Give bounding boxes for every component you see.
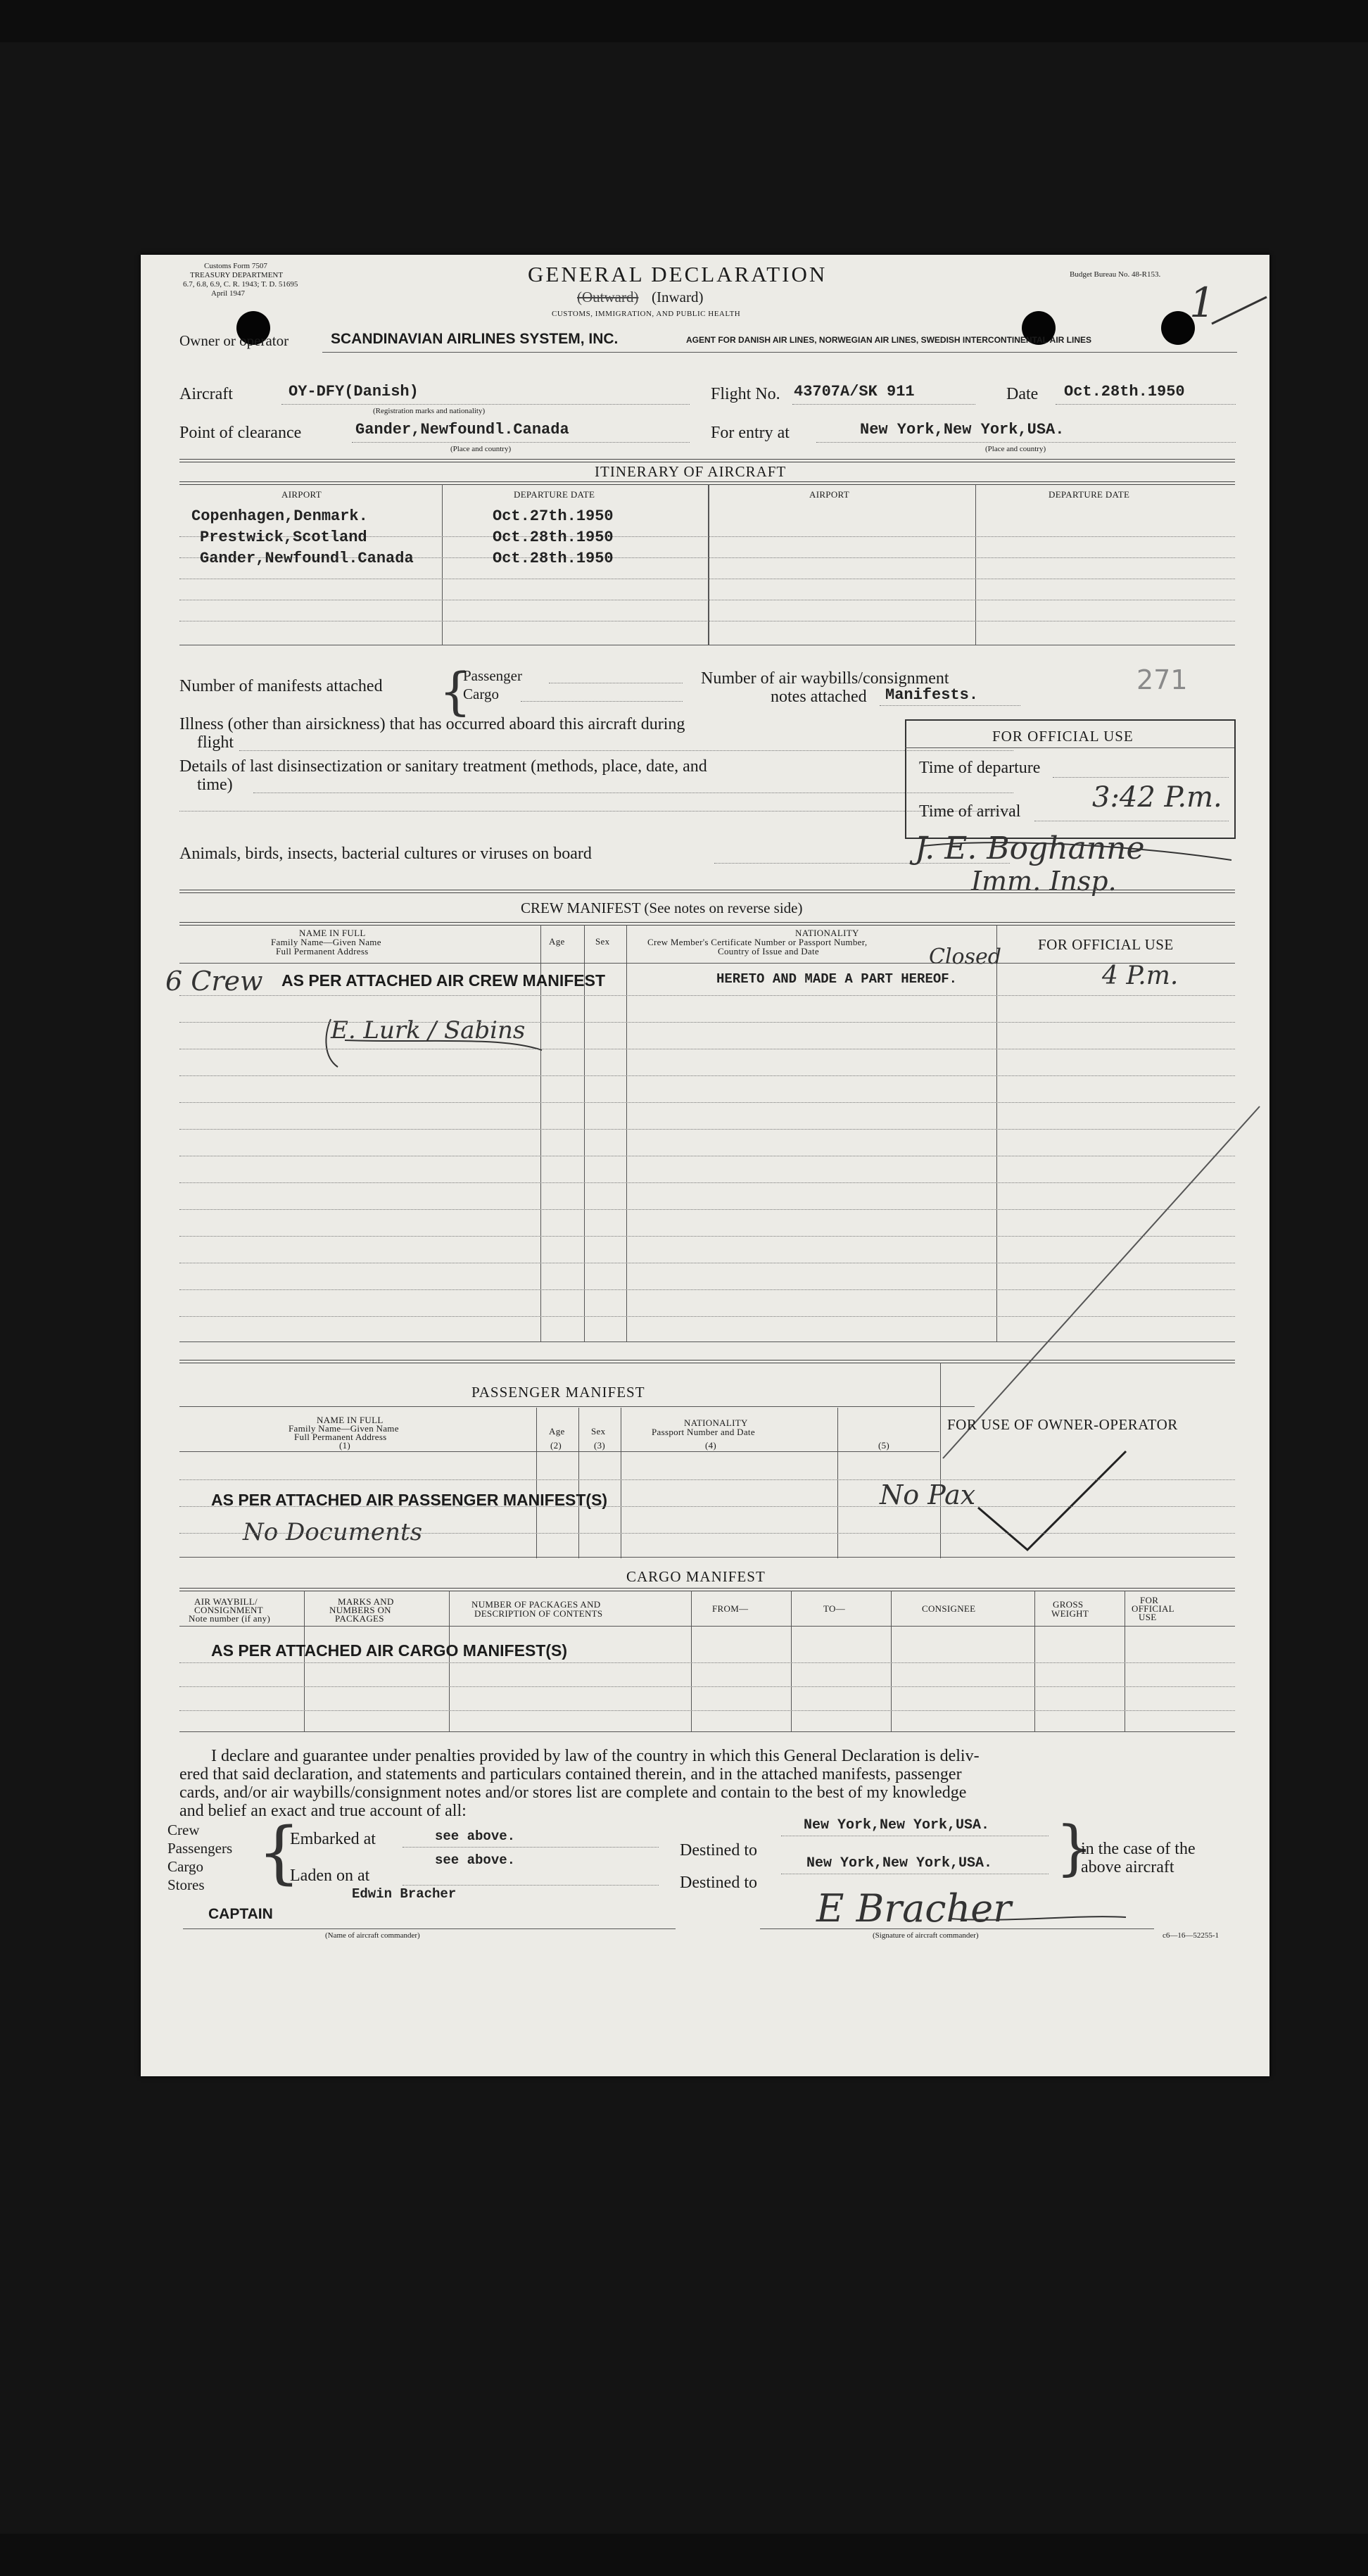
- signature-caption: (Signature of aircraft commander): [873, 1931, 979, 1940]
- film-edge-top: [0, 0, 1368, 42]
- entry-label: For entry at: [711, 424, 790, 442]
- waybills-line: [880, 705, 1020, 706]
- destined-brace: }: [1056, 1813, 1094, 1882]
- regulations-ref: 6.7, 6.8, 6.9, C. R. 1943; T. D. 51695: [183, 280, 298, 289]
- flight-label: Flight No.: [711, 385, 780, 403]
- passenger-col-name-sub2: Full Permanent Address: [294, 1432, 387, 1442]
- passenger-col-name-num: (1): [339, 1440, 351, 1451]
- in-case-label: in the case of the: [1081, 1840, 1196, 1858]
- passenger-col-5: (5): [878, 1440, 890, 1451]
- animals-label: Animals, birds, insects, bacterial cultures or viruses on board: [179, 845, 592, 863]
- manifests-label: Number of manifests attached: [179, 677, 383, 695]
- embarked-value-top: see above.: [435, 1829, 516, 1844]
- cargo-col-marks: MARKS AND: [338, 1596, 394, 1607]
- cargo-row-line: [179, 1710, 1235, 1711]
- entry-caption: (Place and country): [985, 445, 1046, 453]
- illness-label-cont: flight: [197, 733, 234, 752]
- clearance-label: Point of clearance: [179, 424, 302, 442]
- arrival-handwritten: 3:42 P.m.: [1092, 781, 1222, 814]
- crew-row-line: [179, 1075, 1235, 1076]
- destined-label-1: Destined to: [680, 1841, 757, 1860]
- crew-stamp: AS PER ATTACHED AIR CREW MANIFEST: [281, 971, 605, 990]
- direction-struck: (Outward): [577, 289, 639, 305]
- cargo-rule-header: [179, 1588, 1235, 1591]
- passenger-col-age: Age: [549, 1426, 565, 1437]
- entry-line: [816, 442, 1236, 443]
- signature-underline-stroke: [950, 1902, 1133, 1930]
- cargo-col-weight: GROSS: [1053, 1599, 1084, 1610]
- passenger-check-mark: [971, 1444, 1133, 1557]
- print-code: c6—16—52255-1: [1163, 1931, 1220, 1940]
- entry-value: New York,New York,USA.: [860, 421, 1065, 438]
- cargo-col-packages-sub: DESCRIPTION OF CONTENTS: [474, 1608, 603, 1619]
- passenger-row-line: [179, 1479, 1235, 1480]
- aircraft-line: [281, 404, 690, 405]
- itinerary-col-airport: AIRPORT: [281, 489, 322, 500]
- passenger-header-bottom: [179, 1451, 939, 1452]
- cargo-header-bottom: [179, 1626, 1235, 1627]
- cargo-col-waybill: AIR WAYBILL/: [194, 1596, 258, 1607]
- clearance-line: [352, 442, 690, 443]
- aircraft-value: OY-DFY(Danish): [289, 383, 419, 400]
- declaration-brace: {: [258, 1813, 301, 1892]
- margin-mark: 1: [1189, 279, 1215, 327]
- itinerary-airport: Prestwick,Scotland: [200, 529, 367, 546]
- number-mark: 271: [1136, 664, 1188, 695]
- destined-label-2: Destined to: [680, 1874, 757, 1892]
- itinerary-date: Oct.27th.1950: [493, 507, 614, 525]
- waybills-notes-label: notes attached: [771, 688, 867, 706]
- crew-title: CREW MANIFEST (See notes on reverse side): [521, 899, 803, 916]
- crew-col-name-sub2: Full Permanent Address: [276, 946, 369, 956]
- date-line: [1056, 404, 1236, 405]
- form-date: April 1947: [211, 289, 245, 298]
- general-declaration-form: [141, 255, 1269, 2076]
- itinerary-date: Oct.28th.1950: [493, 529, 614, 546]
- destined-value-1: New York,New York,USA.: [804, 1817, 990, 1833]
- crew-bracket-stroke: [324, 1015, 549, 1071]
- disinsect-label: Details of last disinsectization or sanitary treatment (methods, place, date, and: [179, 757, 707, 776]
- passenger-col-nationality: NATIONALITY: [684, 1418, 748, 1428]
- waybills-label: Number of air waybills/consignment: [701, 669, 949, 688]
- crew-col-age: Age: [549, 936, 565, 947]
- commander-name-caption: (Name of aircraft commander): [325, 1931, 420, 1940]
- cargo-col-weight-sub: WEIGHT: [1051, 1608, 1089, 1619]
- owner-label: Owner or operator: [179, 332, 289, 349]
- cargo-col-consignee: CONSIGNEE: [922, 1603, 976, 1614]
- destined-value-2: New York,New York,USA.: [806, 1855, 993, 1871]
- itinerary-rule-top: [179, 459, 1235, 462]
- laden-label: Laden on at: [290, 1867, 370, 1885]
- illness-line: [239, 750, 1013, 751]
- declaration-line: ered that said declaration, and statements and particulars contained therein, and in the attached manifests, passenger: [179, 1765, 962, 1783]
- crew-rule-header: [179, 922, 1235, 926]
- passenger-col-name: NAME IN FULL: [317, 1415, 384, 1425]
- flight-line: [792, 404, 975, 405]
- cargo-col-to: TO—: [823, 1603, 845, 1614]
- inspector-title: Imm. Insp.: [971, 866, 1117, 897]
- crew-col-official: FOR OFFICIAL USE: [1038, 936, 1174, 953]
- declaration-list-cargo: Cargo: [167, 1858, 203, 1875]
- declaration-line: I declare and guarantee under penalties provided by law of the country in which this General Declaration is deliv-: [211, 1747, 980, 1765]
- passenger-owner-use: FOR USE OF OWNER-OPERATOR: [947, 1416, 1178, 1433]
- crew-typed-note: HERETO AND MADE A PART HEREOF.: [716, 971, 958, 987]
- time-of-departure-label: Time of departure: [919, 759, 1041, 777]
- customs-form-number: Customs Form 7507: [204, 262, 267, 270]
- passenger-rule-top: [179, 1360, 1235, 1363]
- manifests-passenger: Passenger: [463, 667, 522, 684]
- above-aircraft-label: above aircraft: [1081, 1858, 1174, 1876]
- cargo-col-from: FROM—: [712, 1603, 749, 1614]
- passenger-row-line: [179, 1506, 1235, 1507]
- signature-line: [760, 1928, 1154, 1929]
- embarked-line: [403, 1847, 659, 1848]
- date-value: Oct.28th.1950: [1064, 383, 1185, 400]
- owner-agent: AGENT FOR DANISH AIR LINES, NORWEGIAN AIR LINES, SWEDISH INTERCONTINENTAL AIR LINES: [686, 335, 1092, 345]
- itinerary-rule-header: [179, 481, 1235, 485]
- itinerary-col-departure-2: DEPARTURE DATE: [1049, 489, 1130, 500]
- aircraft-caption: (Registration marks and nationality): [373, 407, 486, 415]
- crew-col-nationality-sub: Crew Member's Certificate Number or Passport Number,: [647, 937, 868, 947]
- declaration-list-stores: Stores: [167, 1876, 205, 1893]
- passenger-handwritten-docs: No Documents: [243, 1518, 423, 1546]
- cargo-col-waybill-sub: CONSIGNMENT: [194, 1605, 263, 1615]
- owner-line: [322, 352, 1237, 353]
- captain-label: CAPTAIN: [208, 1906, 273, 1922]
- departure-line: [1053, 777, 1229, 778]
- cargo-col-waybill-sub2: Note number (if any): [189, 1613, 271, 1624]
- treasury-department: TREASURY DEPARTMENT: [190, 271, 284, 279]
- form-subtitle: CUSTOMS, IMMIGRATION, AND PUBLIC HEALTH: [552, 310, 741, 318]
- waybills-notes-value: Manifests.: [885, 686, 979, 704]
- itinerary-col-airport-2: AIRPORT: [809, 489, 849, 500]
- cargo-row-line: [179, 1686, 1235, 1687]
- crew-handwritten-time: 4 P.m.: [1102, 961, 1179, 990]
- cargo-title: CARGO MANIFEST: [626, 1568, 766, 1585]
- disinsect-label-cont: time): [197, 776, 233, 794]
- crew-handwritten-closed: Closed: [929, 945, 1001, 969]
- illness-label: Illness (other than airsickness) that has occurred aboard this aircraft during: [179, 715, 685, 733]
- commander-name: Edwin Bracher: [352, 1886, 457, 1902]
- crew-col-name: NAME IN FULL: [299, 928, 366, 938]
- crew-col-name-sub: Family Name—Given Name: [271, 937, 381, 947]
- cargo-col-official: FOR: [1140, 1595, 1159, 1605]
- passenger-divider: [837, 1408, 838, 1558]
- inspector-signature: J. E. Boghanne: [915, 831, 1145, 866]
- itinerary-date: Oct.28th.1950: [493, 550, 614, 567]
- crew-divider: [626, 925, 627, 1341]
- manifests-brace: {: [439, 662, 471, 721]
- declaration-line: cards, and/or air waybills/consignment notes and/or stores list are complete and contain to the best of my knowledge: [179, 1783, 967, 1802]
- crew-header-bottom: [179, 963, 1235, 964]
- owner-value: SCANDINAVIAN AIRLINES SYSTEM, INC.: [331, 331, 619, 347]
- cargo-col-marks-sub2: PACKAGES: [335, 1613, 384, 1624]
- passenger-handwritten-pax: No Pax: [880, 1479, 976, 1510]
- declaration-list-crew: Crew: [167, 1821, 200, 1838]
- passenger-stamp: AS PER ATTACHED AIR PASSENGER MANIFEST(S): [211, 1491, 608, 1509]
- crew-row-line: [179, 995, 1235, 996]
- clearance-caption: (Place and country): [450, 445, 512, 453]
- commander-name-line: [183, 1928, 676, 1929]
- cargo-stamp: AS PER ATTACHED AIR CARGO MANIFEST(S): [211, 1641, 567, 1660]
- date-label: Date: [1006, 385, 1039, 403]
- manifests-cargo: Cargo: [463, 686, 499, 702]
- crew-rule-top: [179, 890, 1235, 893]
- declaration-list-passengers: Passengers: [167, 1840, 233, 1857]
- cancel-stroke: [929, 1099, 1267, 1465]
- cargo-col-official-sub: OFFICIAL: [1132, 1603, 1174, 1614]
- embarked-value: see above.: [435, 1852, 516, 1868]
- time-of-arrival-label: Time of arrival: [919, 802, 1021, 821]
- itinerary-title: ITINERARY OF AIRCRAFT: [595, 463, 787, 480]
- passenger-divider: [536, 1408, 537, 1558]
- cargo-rule-bottom: [179, 1731, 1235, 1732]
- passenger-owner-divider: [940, 1363, 941, 1558]
- passenger-col-sex: Sex: [591, 1426, 606, 1437]
- crew-col-nationality: NATIONALITY: [795, 928, 859, 938]
- passenger-rule-bottom: [179, 1557, 1235, 1558]
- official-use-rule: [905, 747, 1234, 748]
- passenger-col-nationality-sub: Passport Number and Date: [652, 1427, 755, 1437]
- passenger-col-name-sub: Family Name—Given Name: [289, 1423, 399, 1434]
- cargo-row-line: [179, 1662, 1235, 1663]
- embarked-label: Embarked at: [290, 1830, 376, 1848]
- declaration-line: and belief an exact and true account of all:: [179, 1802, 467, 1820]
- disinsect-line-2: [179, 811, 1013, 812]
- passenger-divider: [578, 1408, 579, 1558]
- itinerary-airport: Gander,Newfoundl.Canada: [200, 550, 414, 567]
- official-use-title: FOR OFFICIAL USE: [992, 728, 1134, 745]
- direction: (Inward): [652, 289, 704, 305]
- film-edge-bottom: [0, 2534, 1368, 2576]
- itinerary-col-departure: DEPARTURE DATE: [514, 489, 595, 500]
- cargo-col-marks-sub: NUMBERS ON: [329, 1605, 391, 1615]
- form-title: GENERAL DECLARATION: [528, 262, 828, 286]
- aircraft-label: Aircraft: [179, 385, 233, 403]
- laden-line: [403, 1885, 659, 1886]
- margin-stroke: [1210, 290, 1274, 332]
- passenger-row-line: [179, 1533, 1235, 1534]
- cargo-col-official-sub2: USE: [1139, 1612, 1157, 1622]
- passenger-title: PASSENGER MANIFEST: [471, 1384, 645, 1401]
- crew-handwritten-names: E. Lurk / Sabins: [331, 1016, 526, 1044]
- clearance-value: Gander,Newfoundl.Canada: [355, 421, 569, 438]
- passenger-rule-header: [179, 1406, 975, 1407]
- budget-bureau-number: Budget Bureau No. 48-R153.: [1070, 270, 1161, 279]
- flight-value: 43707A/SK 911: [794, 383, 915, 400]
- cargo-col-packages: NUMBER OF PACKAGES AND: [471, 1599, 601, 1610]
- crew-handwritten-count: 6 Crew: [165, 966, 263, 997]
- passenger-col-age-num: (2): [550, 1440, 562, 1451]
- itinerary-airport: Copenhagen,Denmark.: [191, 507, 368, 525]
- cargo-count-line: [521, 701, 683, 702]
- crew-row-line: [179, 1022, 1235, 1023]
- crew-col-sex: Sex: [595, 936, 610, 947]
- captain-signature: E Bracher: [816, 1886, 1012, 1931]
- crew-col-nationality-sub2: Country of Issue and Date: [718, 946, 819, 956]
- passenger-col-sex-num: (3): [594, 1440, 606, 1451]
- passenger-col-nationality-num: (4): [705, 1440, 717, 1451]
